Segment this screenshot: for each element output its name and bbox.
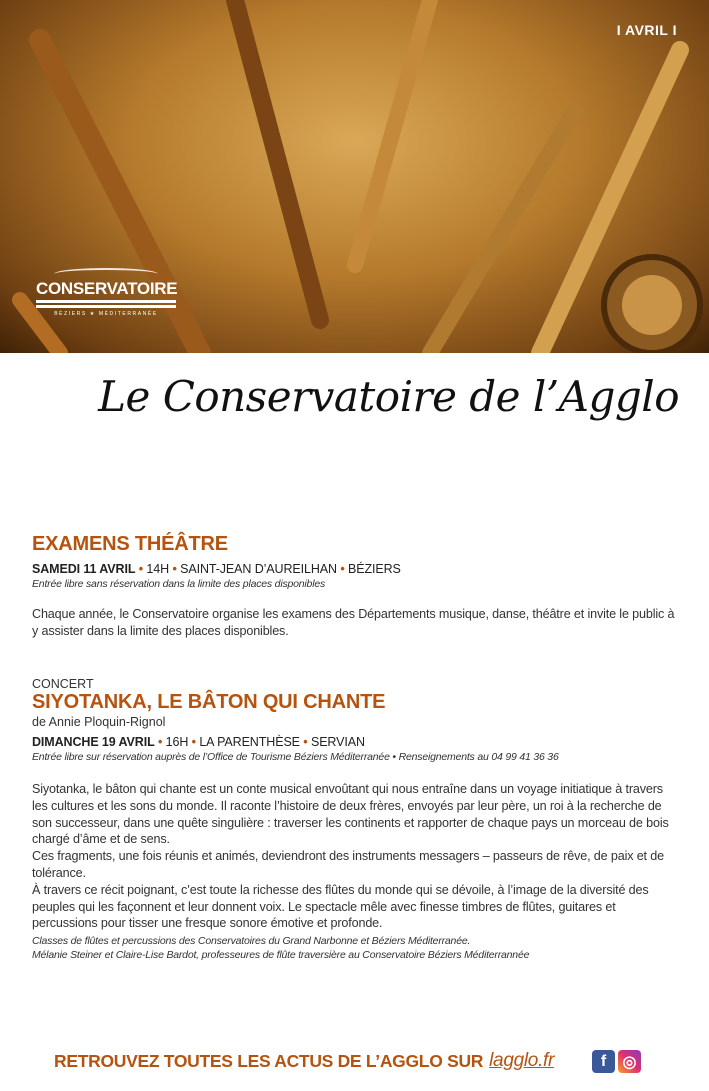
footer-banner: RETROUVEZ TOUTES LES ACTUS DE L’AGGLO SUR lagglo.fr <box>54 1050 555 1071</box>
event-paragraph: À travers ce récit poignant, c’est toute la richesse des flûtes du monde qui se dévoile, à l’image de la diversité des peuples qui les façonnent et leur donnent voix. Le spectacle mêle avec finesse timbres de flûtes, guitares et percussions pour tisser une fresque sonore émotive et profonde. <box>32 882 649 931</box>
event-details: SAMEDI 11 AVRIL • 14H • SAINT-JEAN D’AUREILHAN • BÉZIERS <box>32 562 401 576</box>
event-details: DIMANCHE 19 AVRIL • 16H • LA PARENTHÈSE • SERVIAN <box>32 735 365 749</box>
page-title: Le Conservatoire de l’Agglo <box>98 372 679 421</box>
event-author: de Annie Ploquin-Rignol <box>32 715 166 729</box>
hero-image <box>0 0 709 353</box>
event-note: Entrée libre sans réservation dans la limite des places disponibles <box>32 578 326 590</box>
event-paragraph: Siyotanka, le bâton qui chante est un conte musical envoûtant qui nous entraîne dans un voyage initiatique à travers les cultures et les sons du monde. Il raconte l’histoire de deux frères, envoyés par leur père, un roi à la recherche de son successeur, dans une quête singulière : traverser les continents et rapporter de chaque pays un morceau de bois chargé d’âme et de sens. <box>32 782 669 847</box>
event-siyotanka <box>32 677 680 961</box>
event-description: Chaque année, le Conservatoire organise les examens des Départements musique, danse, théâtre et invite le public à y assister dans la limite des places disponibles. <box>32 607 675 638</box>
event-title: EXAMENS THÉÂTRE <box>32 533 228 555</box>
event-credit: Mélanie Steiner et Claire-Lise Bardot, professeures de flûte traversière au Conservatoire Béziers Méditerrannée <box>32 949 530 962</box>
month-label: I AVRIL I <box>616 22 677 38</box>
event-examens <box>32 533 680 640</box>
event-paragraph: Ces fragments, une fois réunis et animés, deviendront des instruments messagers – passeurs de rêve, de paix et de tolérance. <box>32 849 664 880</box>
event-note: Entrée libre sur réservation auprès de l’Office de Tourisme Béziers Méditerranée • Renseignements au 04 99 41 36 36 <box>32 751 559 763</box>
social-links <box>592 1050 641 1073</box>
website-link[interactable]: lagglo.fr <box>489 1050 555 1071</box>
facebook-icon[interactable]: f <box>592 1050 615 1073</box>
instagram-icon[interactable]: ◎ <box>618 1050 641 1073</box>
event-category: CONCERT <box>32 677 94 691</box>
conservatoire-logo: CONSERVATOIRE BÉZIERS ★ MÉDITERRANÉE <box>36 268 176 317</box>
event-title: SIYOTANKA, LE BÂTON QUI CHANTE <box>32 691 386 713</box>
event-credit: Classes de flûtes et percussions des Conservatoires du Grand Narbonne et Béziers Méditerranée. <box>32 935 471 948</box>
